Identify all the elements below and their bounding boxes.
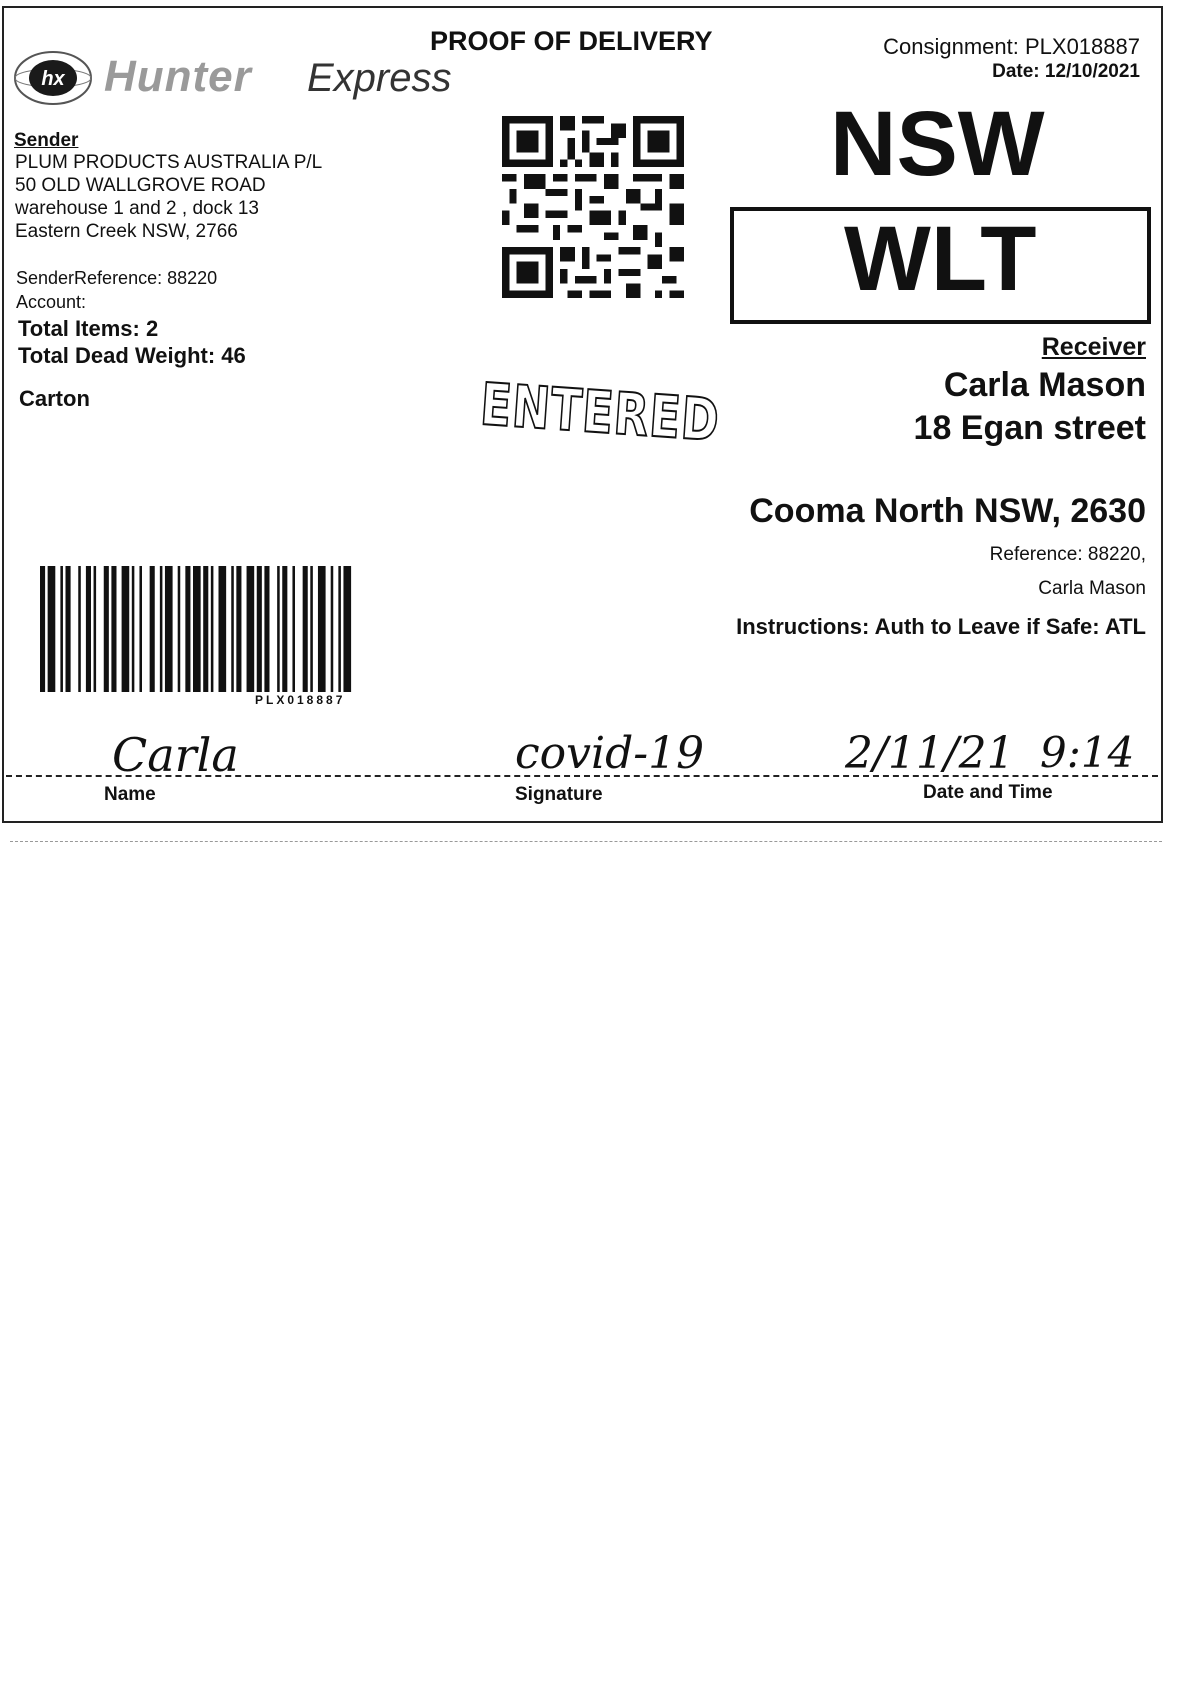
barcode-bar: [94, 566, 97, 692]
barcode-bar: [66, 566, 71, 692]
barcode-bar: [86, 566, 91, 692]
barcode-bar: [104, 566, 109, 692]
barcode-bar: [60, 566, 63, 692]
barcode-bar: [247, 566, 255, 692]
name-label: Name: [104, 784, 156, 805]
datetime-label: Date and Time: [923, 782, 1053, 803]
barcode-bar: [132, 566, 135, 692]
barcode-bar: [160, 566, 163, 692]
delivery-time-handwritten: 9:14: [1040, 728, 1135, 777]
hunter-express-logo: [12, 46, 452, 106]
barcode-bar: [338, 566, 341, 692]
barcode-bar: [264, 566, 269, 692]
consignment-date: Date: 12/10/2021: [992, 61, 1140, 82]
total-weight: Total Dead Weight: 46: [18, 343, 246, 368]
barcode-bar: [178, 566, 181, 692]
logo-badge-text: hx: [41, 68, 65, 90]
sender-line: warehouse 1 and 2 , dock 13: [15, 198, 260, 219]
barcode-bar: [150, 566, 155, 692]
barcode-bar: [139, 566, 142, 692]
sender-line: 50 OLD WALLGROVE ROAD: [15, 175, 266, 196]
receiver-street: 18 Egan street: [913, 409, 1146, 447]
barcode-bar: [165, 566, 173, 692]
receiver-heading: Receiver: [1041, 333, 1146, 361]
barcode-bar: [48, 566, 56, 692]
barcode-bar: [193, 566, 201, 692]
barcode-bar: [231, 566, 234, 692]
barcode-bar: [303, 566, 308, 692]
routing-state: NSW: [830, 93, 1045, 195]
barcode-bar: [292, 566, 295, 692]
entered-stamp: ENTERED: [478, 370, 722, 455]
barcode-bar: [318, 566, 326, 692]
receiver-contact: Carla Mason: [1038, 578, 1146, 599]
sender-line: PLUM PRODUCTS AUSTRALIA P/L: [15, 152, 323, 173]
barcode-bar: [331, 566, 334, 692]
barcode-bar: [111, 566, 116, 692]
barcode-bar: [236, 566, 241, 692]
barcode-bar: [219, 566, 227, 692]
sender-heading: Sender: [14, 130, 79, 151]
barcode-bar: [343, 566, 351, 692]
barcode: [40, 566, 560, 692]
barcode-bar: [277, 566, 280, 692]
receiver-suburb: Cooma North NSW, 2630: [749, 492, 1146, 530]
package-type: Carton: [19, 386, 90, 411]
barcode-bar: [185, 566, 190, 692]
receiver-name: Carla Mason: [943, 366, 1146, 404]
receiver-signature-handwritten: covid-19: [515, 728, 705, 779]
qr-code: [502, 116, 684, 298]
signature-label: Signature: [515, 784, 603, 805]
barcode-bar: [257, 566, 262, 692]
logo-brand: Hunter: [104, 52, 252, 101]
sender-line: Eastern Creek NSW, 2766: [15, 221, 238, 242]
scan-edge-rule: [10, 841, 1162, 842]
signoff-dashed-line: [6, 775, 1158, 777]
barcode-bar: [78, 566, 81, 692]
consignment-number: Consignment: PLX018887: [883, 34, 1140, 59]
barcode-bar: [211, 566, 214, 692]
barcode-bar: [310, 566, 313, 692]
barcode-bar: [122, 566, 130, 692]
page-title: PROOF OF DELIVERY: [430, 26, 713, 56]
sender-account: Account:: [16, 292, 87, 312]
delivery-date-handwritten: 2/11/21: [845, 728, 1015, 779]
routing-depot-box: [730, 207, 1151, 324]
routing-depot: WLT: [844, 208, 1037, 310]
sender-reference: SenderReference: 88220: [16, 268, 218, 288]
barcode-bar: [203, 566, 208, 692]
receiver-name-handwritten: Carla: [112, 728, 239, 782]
logo-suffix: Express: [307, 56, 452, 100]
total-items: Total Items: 2: [18, 316, 159, 341]
receiver-reference: Reference: 88220,: [989, 544, 1146, 565]
barcode-bar: [40, 566, 45, 692]
delivery-instructions: Instructions: Auth to Leave if Safe: ATL: [736, 614, 1146, 639]
barcode-text: PLX018887: [255, 693, 346, 707]
hx-globe-icon: [12, 46, 94, 106]
barcode-bar: [282, 566, 287, 692]
